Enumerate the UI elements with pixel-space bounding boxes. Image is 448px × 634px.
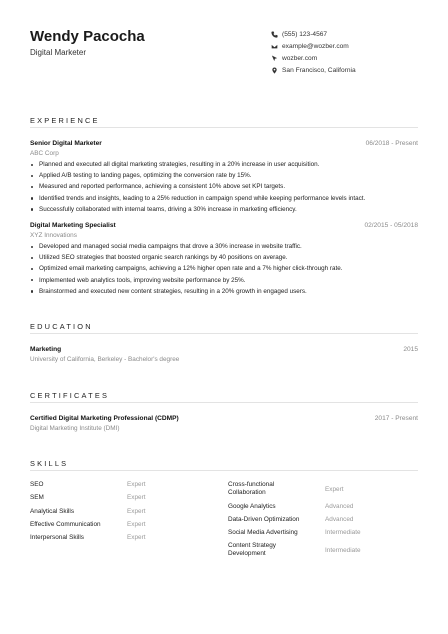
certificates-section	[30, 391, 418, 434]
link-icon	[270, 54, 278, 62]
list-item: Measured and reported performance, achieving a consistent 10% above set KPI targets.	[30, 181, 418, 192]
contact-location	[270, 64, 430, 76]
section-title-experience: EXPERIENCE	[30, 116, 418, 128]
skills-grid	[30, 481, 418, 571]
list-item: Successfully collaborated with internal teams, driving a 30% increase in marketing efficiency.	[30, 204, 418, 215]
skill-name: Content Strategy Development	[228, 542, 276, 558]
section-title-education: EDUCATION	[30, 322, 418, 334]
contact-website-text[interactable]: wozber.com	[282, 54, 318, 62]
job-bullets	[30, 159, 418, 215]
skill-level: Intermediate	[325, 529, 361, 536]
list-item: Utilized SEO strategies that boosted organic search rankings by 40 positions on average.	[30, 252, 418, 263]
contact-email-text[interactable]: example@wozber.com	[282, 42, 349, 50]
skill-level: Advanced	[325, 503, 354, 510]
experience-section	[30, 116, 418, 297]
experience-entry	[30, 140, 418, 215]
skill-name: Effective Communication	[30, 521, 101, 528]
skills-section	[30, 459, 418, 571]
list-item: Applied A/B testing to landing pages, optimizing the conversion rate by 15%.	[30, 170, 418, 181]
job-title: Senior Digital Marketer	[30, 140, 102, 147]
skill-level: Expert	[127, 481, 146, 488]
job-bullets	[30, 241, 418, 297]
skill-level: Expert	[127, 507, 146, 515]
section-title-skills: SKILLS	[30, 459, 418, 471]
degree-title: Marketing	[30, 346, 62, 353]
skill-level: Intermediate	[325, 547, 361, 554]
section-title-certificates: CERTIFICATES	[30, 391, 418, 403]
location-icon	[270, 66, 278, 74]
list-item: Identified trends and insights, leading to a 25% reduction in campaign spend while keeping performance levels intact.	[30, 193, 418, 204]
experience-entry	[30, 222, 418, 297]
list-item: Planned and executed all digital marketing strategies, resulting in a 20% increase in user acquisition.	[30, 159, 418, 170]
job-title: Digital Marketing Specialist	[30, 221, 116, 229]
skill-name: Analytical Skills	[30, 507, 75, 515]
certificate-date: 2017 - Present	[374, 415, 418, 422]
phone-icon	[270, 30, 278, 38]
list-item: Optimized email marketing campaigns, achieving a 12% higher open rate and a 7% higher click-through rate.	[30, 263, 418, 274]
skill-level: Expert	[127, 494, 146, 501]
education-section	[30, 322, 418, 365]
skill-name: Data-Driven Optimization	[228, 516, 300, 523]
skill-name: Google Analytics	[228, 503, 276, 510]
contact-website	[270, 52, 430, 64]
skill-level: Expert	[127, 534, 146, 541]
resume-header	[30, 28, 420, 88]
list-item: Brainstormed and executed new content strategies, resulting in a 20% growth in engaged users.	[30, 286, 418, 297]
list-item: Implemented web analytics tools, improving website performance by 25%.	[30, 275, 418, 286]
contact-phone	[270, 28, 430, 40]
education-school: University of California, Berkeley - Bachelor's degree	[30, 356, 180, 363]
job-company: XYZ Innovations	[30, 231, 77, 239]
job-date: 02/2015 - 05/2018	[364, 221, 418, 229]
skill-level: Advanced	[325, 516, 354, 523]
education-year: 2015	[403, 346, 418, 353]
skill-name: Social Media Advertising	[228, 529, 298, 536]
skill-name: Interpersonal Skills	[30, 534, 84, 541]
certificate-title: Certified Digital Marketing Professional (CDMP)	[30, 415, 179, 422]
job-date: 06/2018 - Present	[365, 140, 418, 147]
skill-level: Expert	[127, 521, 146, 528]
job-company: ABC Corp	[30, 150, 59, 157]
skill-name: SEM	[30, 494, 44, 501]
candidate-role: Digital Marketer	[30, 48, 87, 57]
education-entry	[30, 346, 418, 365]
skill-name: Cross-functional Collaboration	[228, 481, 275, 497]
contact-location-text: San Francisco, California	[282, 66, 356, 74]
certificate-issuer: Digital Marketing Institute (DMI)	[30, 425, 120, 432]
skill-name: SEO	[30, 481, 44, 488]
contact-phone-text: (555) 123-4567	[282, 30, 328, 38]
contact-email	[270, 40, 430, 52]
certificate-entry	[30, 415, 418, 434]
list-item: Developed and managed social media campaigns that drove a 30% increase in website traffic.	[30, 241, 418, 252]
email-icon	[270, 42, 278, 50]
skill-level: Expert	[325, 486, 344, 493]
candidate-name: Wendy Pacocha	[30, 28, 145, 45]
contact-list	[270, 28, 430, 76]
